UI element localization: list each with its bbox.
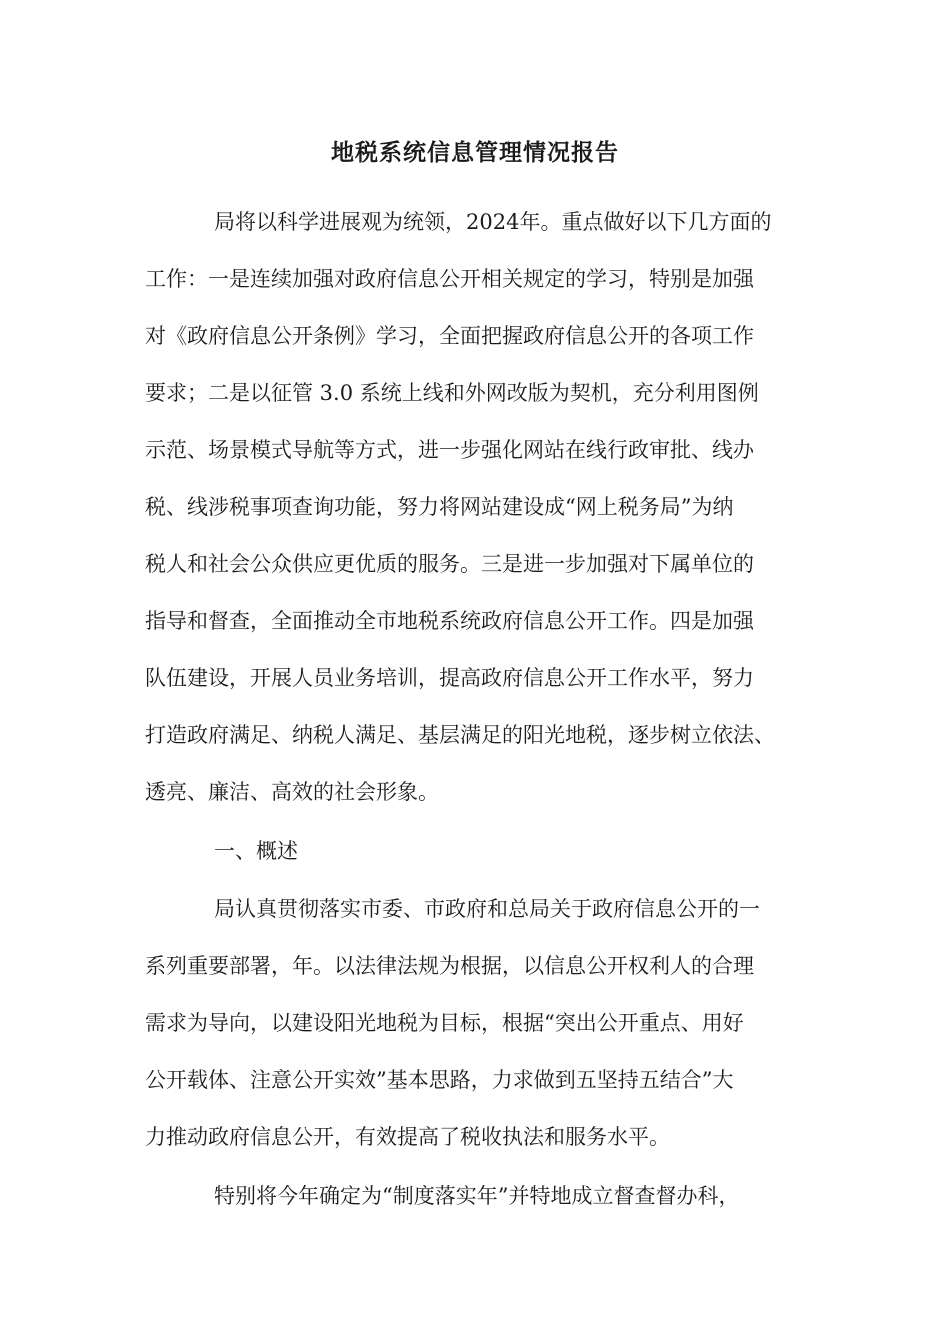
paragraph-line: 队伍建设，开展人员业务培训，提高政府信息公开工作水平，努力 — [145, 666, 754, 690]
paragraph-line: 打造政府满足、纳税人满足、基层满足的阳光地税，逐步树立依法、 — [145, 723, 775, 747]
paragraph-line: 局认真贯彻落实市委、市政府和总局关于政府信息公开的一 — [214, 897, 760, 921]
paragraph-line: 税人和社会公众供应更优质的服务。三是进一步加强对下属单位的 — [145, 552, 754, 576]
paragraph-line: 对《政府信息公开条例》学习，全面把握政府信息公开的各项工作 — [145, 324, 754, 348]
paragraph-line: 示范、场景模式导航等方式，进一步强化网站在线行政审批、线办 — [145, 438, 754, 462]
paragraph-line: 工作：一是连续加强对政府信息公开相关规定的学习，特别是加强 — [145, 267, 754, 291]
paragraph-line: 公开载体、注意公开实效”基本思路，力求做到五坚持五结合”大 — [145, 1068, 734, 1092]
section-heading: 一、概述 — [214, 839, 298, 863]
paragraph-line: 透亮、廉洁、高效的社会形象。 — [145, 780, 439, 804]
paragraph-line: 税、线涉税事项查询功能，努力将网站建设成“网上税务局”为纳 — [145, 495, 734, 519]
paragraph-line: 力推动政府信息公开，有效提高了税收执法和服务水平。 — [145, 1125, 670, 1149]
paragraph-line: 局将以科学进展观为统领，2024年。重点做好以下几方面的 — [214, 210, 772, 234]
paragraph-line: 需求为导向，以建设阳光地税为目标，根据“突出公开重点、用好 — [145, 1011, 744, 1035]
paragraph-line: 系列重要部署，年。以法律法规为根据，以信息公开权利人的合理 — [145, 954, 754, 978]
document-title: 地税系统信息管理情况报告 — [331, 139, 619, 166]
paragraph-line: 要求；二是以征管 3.0 系统上线和外网改版为契机，充分利用图例 — [145, 381, 759, 405]
paragraph-line: 指导和督查，全面推动全市地税系统政府信息公开工作。四是加强 — [145, 609, 754, 633]
paragraph-line: 特别将今年确定为“制度落实年”并特地成立督查督办科， — [214, 1184, 740, 1208]
